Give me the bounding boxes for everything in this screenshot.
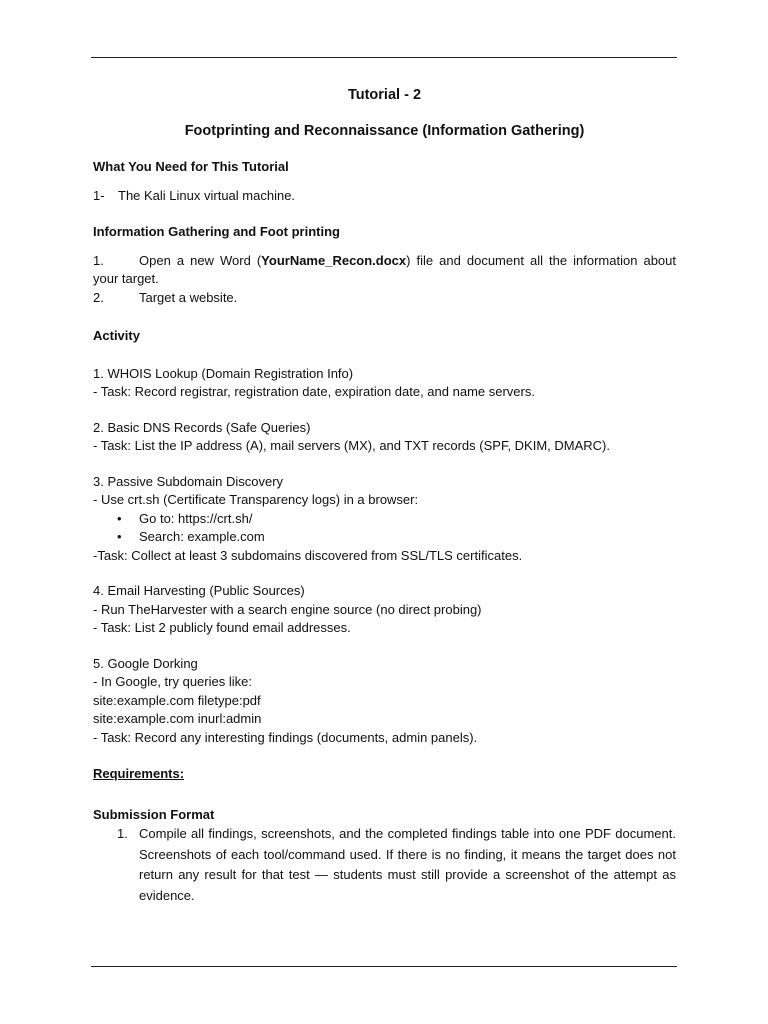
section-2-title: 2. Basic DNS Records (Safe Queries) (93, 419, 311, 435)
section-3-bullets (93, 510, 676, 547)
activity-heading: Activity (93, 328, 140, 343)
submission-heading: Submission Format (93, 806, 215, 822)
section-5-query-1: site:example.com filetype:pdf (93, 692, 261, 708)
info-item-1-post: ) file and document all the information about your target. (93, 252, 677, 286)
section-4-title: 4. Email Harvesting (Public Sources) (93, 583, 305, 598)
section-5-title: 5. Google Dorking (93, 655, 198, 671)
section-3-task: -Task: Collect at least 3 subdomains discovered from SSL/TLS certificates. (93, 547, 523, 563)
info-item-2-number: 2. (93, 289, 104, 305)
footer-rule (91, 966, 677, 967)
activity-section-2 (93, 419, 676, 456)
section-2-task: - Task: List the IP address (A), mail servers (MX), and TXT records (SPF, DKIM, DMARC). (93, 438, 610, 453)
need-item-number: 1- (93, 187, 105, 203)
section-5-task: - Task: Record any interesting findings (documents, admin panels). (93, 729, 478, 745)
bullet-goto: • Go to: https://crt.sh/ (93, 510, 676, 529)
need-item (93, 187, 676, 206)
info-item-2 (93, 289, 676, 308)
section-3-title: 3. Passive Subdomain Discovery (93, 473, 284, 489)
header-rule (91, 57, 677, 58)
submission-item-1 (93, 824, 676, 906)
document-title: Tutorial - 2 (347, 87, 422, 103)
document-page (93, 86, 676, 906)
recon-filename: YourName_Recon.docx (261, 252, 407, 268)
info-item-1 (93, 252, 676, 289)
activity-section-3 (93, 473, 676, 566)
activity-section-4 (93, 582, 676, 638)
bullet-search: • Search: example.com (93, 528, 676, 547)
info-item-1-text (93, 252, 676, 289)
info-heading: Information Gathering and Foot printing (93, 224, 340, 239)
document-subtitle: Footprinting and Reconnaissance (Information Gathering) (184, 123, 585, 139)
section-4-run: - Run TheHarvester with a search engine source (no direct probing) (93, 601, 482, 617)
info-item-1-number: 1. (93, 252, 104, 268)
section-1-title: 1. WHOIS Lookup (Domain Registration Info) (93, 365, 354, 381)
info-item-1-pre: Open a new Word ( (139, 252, 262, 268)
section-5-intro: - In Google, try queries like: (93, 674, 252, 689)
info-item-2-text: Target a website. (139, 289, 238, 305)
section-1-task: - Task: Record registrar, registration date, expiration date, and name servers. (93, 384, 535, 399)
section-4-task: - Task: List 2 publicly found email addresses. (93, 620, 351, 635)
submission-list (93, 824, 676, 906)
requirements-heading: Requirements: (93, 766, 185, 781)
submission-item-1-number: 1. (117, 826, 128, 841)
section-5-query-2: site:example.com inurl:admin (93, 711, 262, 726)
need-item-text: The Kali Linux virtual machine. (118, 187, 296, 203)
need-heading: What You Need for This Tutorial (93, 159, 289, 174)
activity-section-1 (93, 365, 676, 402)
section-3-use: - Use crt.sh (Certificate Transparency logs) in a browser: (93, 492, 419, 507)
activity-section-5 (93, 655, 676, 748)
submission-item-1-text: Compile all findings, screenshots, and the completed findings table into one PDF document. Screenshots of each tool/command used. If there is no finding, it means the target does not return any result for that test — students must still provide a screenshot of the attempt as evidence. (139, 826, 676, 903)
